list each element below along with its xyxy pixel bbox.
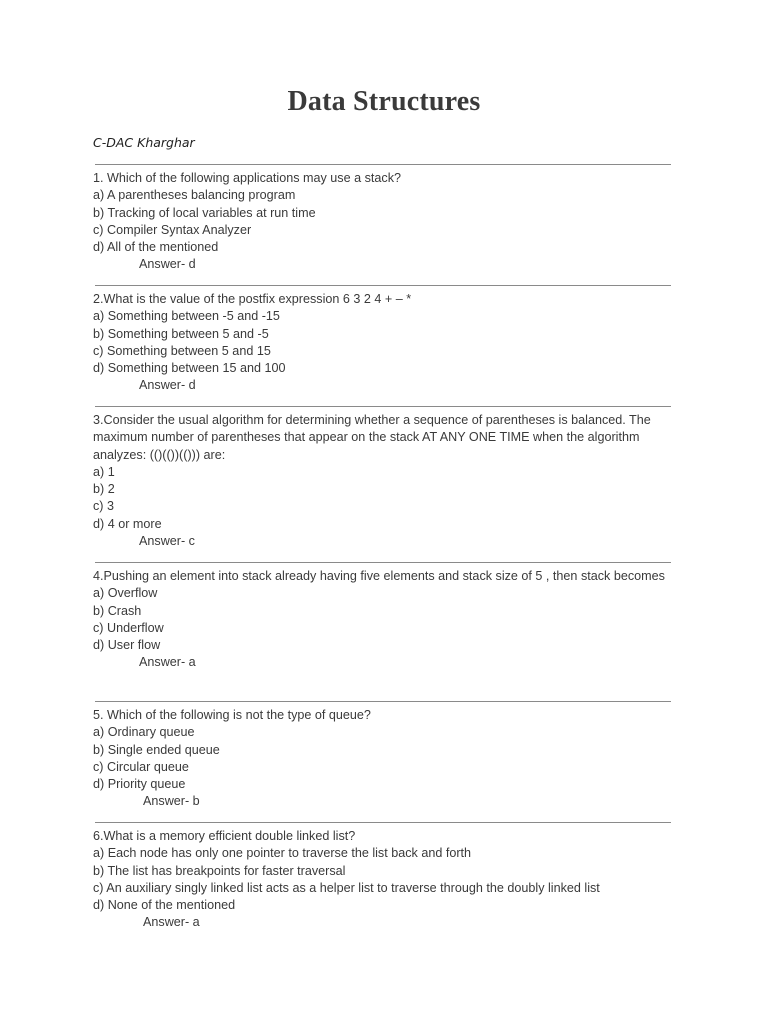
question-text: 4.Pushing an element into stack already having five elements and stack size of 5 , then stack becomes xyxy=(93,569,665,583)
option: a) A parentheses balancing program xyxy=(93,188,296,203)
answer: Answer- a xyxy=(143,915,200,930)
question-text: 2.What is the value of the postfix expression 6 3 2 4 + – * xyxy=(93,292,412,306)
option: d) User flow xyxy=(93,638,161,653)
question-block-1 xyxy=(93,170,683,274)
document-title: Data Structures xyxy=(287,86,481,117)
option: a) Overflow xyxy=(93,586,158,601)
question-block-2 xyxy=(93,291,683,395)
option: c) Something between 5 and 15 xyxy=(93,343,271,358)
divider xyxy=(95,285,671,286)
divider xyxy=(95,701,671,702)
option: c) Compiler Syntax Analyzer xyxy=(93,222,252,237)
option: d) Something between 15 and 100 xyxy=(93,361,286,376)
document-subtitle: C-DAC Kharghar xyxy=(93,135,195,150)
option: a) Each node has only one pointer to traverse the list back and forth xyxy=(93,846,472,861)
question-block-3 xyxy=(93,412,673,550)
option: a) 1 xyxy=(93,464,115,479)
option: d) 4 or more xyxy=(93,516,162,531)
question-text: 3.Consider the usual algorithm for determining whether a sequence of parentheses is balanced. The maximum number of parentheses that appear on the stack AT ANY ONE TIME when the algorithm analyzes: (()(())(())) are: xyxy=(93,413,651,462)
option: c) Circular queue xyxy=(93,759,189,774)
question-block-6 xyxy=(93,828,683,932)
answer: Answer- c xyxy=(139,534,195,549)
option: d) Priority queue xyxy=(93,777,186,792)
option: c) 3 xyxy=(93,499,114,514)
question-text: 1. Which of the following applications may use a stack? xyxy=(93,171,402,185)
option: b) Crash xyxy=(93,603,142,618)
option: b) Single ended queue xyxy=(93,742,220,757)
divider xyxy=(95,562,671,563)
divider xyxy=(95,406,671,407)
question-text: 5. Which of the following is not the type of queue? xyxy=(93,708,371,722)
option: d) None of the mentioned xyxy=(93,898,236,913)
answer: Answer- b xyxy=(143,794,200,809)
answer: Answer- d xyxy=(139,378,196,393)
answer: Answer- a xyxy=(139,655,196,670)
answer: Answer- d xyxy=(139,257,196,272)
option: c) An auxiliary singly linked list acts as a helper list to traverse through the doubly linked list xyxy=(93,880,600,895)
divider xyxy=(95,822,671,823)
question-text: 6.What is a memory efficient double linked list? xyxy=(93,829,356,843)
divider xyxy=(95,164,671,165)
option: a) Ordinary queue xyxy=(93,725,195,740)
option: b) The list has breakpoints for faster traversal xyxy=(93,863,346,878)
question-block-5 xyxy=(93,707,683,811)
option: b) Tracking of local variables at run time xyxy=(93,205,316,220)
question-block-4 xyxy=(93,568,673,672)
option: a) Something between -5 and -15 xyxy=(93,309,280,324)
option: b) Something between 5 and -5 xyxy=(93,326,269,341)
option: c) Underflow xyxy=(93,620,164,635)
option: b) 2 xyxy=(93,482,115,497)
option: d) All of the mentioned xyxy=(93,240,219,255)
